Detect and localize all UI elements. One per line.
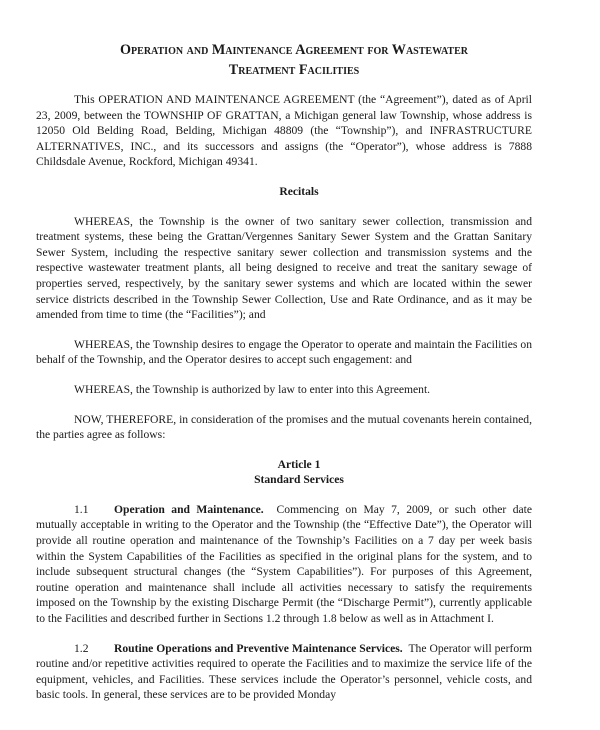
article-title: Standard Services <box>254 473 344 487</box>
title-line-2: Treatment Facilities <box>228 62 360 78</box>
section-number: 1.2 <box>74 641 89 655</box>
section-body: The Operator will perform routine and/or repetitive activities required to operate the Facilities and to maximize the service life of the equipment, vehicles, and Facilities. These services include the Operator’s personnel, vehicle costs, and basic tools. In general, these services are to be provided Monday <box>36 641 533 702</box>
recital-paragraph-1: WHEREAS, the Township is the owner of two sanitary sewer collection, transmission and treatment systems, these being the Grattan/Vergennes Sanitary Sewer System and the Grattan Sanitary Sewer System, including the respective sanitary sewer collection and transmission systems and the respective wastewater treatment plants, all being designed to receive and treat the sanitary sewage of properties served, respectively, by the sanitary sewer systems and which are located within the sewer service districts described in the Township Sewer Collection, Use and Rate Ordinance, and as it may be amended from time to time (the “Facilities”); and <box>36 214 532 322</box>
recital-paragraph-2: WHEREAS, the Township desires to engage the Operator to operate and maintain the Facilities on behalf of the Township, and the Operator desires to accept such engagement: and <box>36 337 532 367</box>
section-paragraph <box>36 641 532 703</box>
section-title: Routine Operations and Preventive Maintenance Services. <box>114 641 403 655</box>
recital-paragraph-3: WHEREAS, the Township is authorized by law to enter into this Agreement. <box>74 382 431 396</box>
article-heading <box>36 457 532 488</box>
section-paragraph <box>36 502 532 627</box>
title-line-1: Operation and Maintenance Agreement for Wastewater <box>120 42 468 58</box>
section-body: Commencing on May 7, 2009, or such other date mutually acceptable in writing to the Operator and the Township (the “Effective Date”), the Operator will provide all routine operation and maintenance of the Township’s Facilities on a 7 day per week basis within the System Capabilities of the Facilities as specified in the original plans for the system, and to include subsequent structural changes (the “System Capabilities”). For purposes of this Agreement, routine operation and maintenance shall include all activities necessary to satisfy the requirements imposed on the Township by the existing Discharge Permit (the “Discharge Permit”), currently applicable to the Facilities and described further in Sections 1.2 through 1.8 below as well as in Attachment I. <box>36 502 533 626</box>
now-therefore-paragraph: NOW, THEREFORE, in consideration of the promises and the mutual covenants herein contained, the parties agree as follows: <box>36 412 532 442</box>
section-number: 1.1 <box>74 502 89 516</box>
recitals-heading: Recitals <box>279 184 319 198</box>
document-title <box>36 40 532 80</box>
article-label: Article 1 <box>277 457 321 471</box>
intro-paragraph: This OPERATION AND MAINTENANCE AGREEMENT (the “Agreement”), dated as of April 23, 2009, between the TOWNSHIP OF GRATTAN, a Michigan general law Township, whose address is 12050 Old Belding Road, Belding, Michigan 48809 (the “Township”), and INFRASTRUCTURE ALTERNATIVES, INC., and its successors and assigns (the “Operator”), whose address is 7888 Childsdale Avenue, Rockford, Michigan 49341. <box>36 93 532 169</box>
section-title: Operation and Maintenance. <box>114 502 264 516</box>
